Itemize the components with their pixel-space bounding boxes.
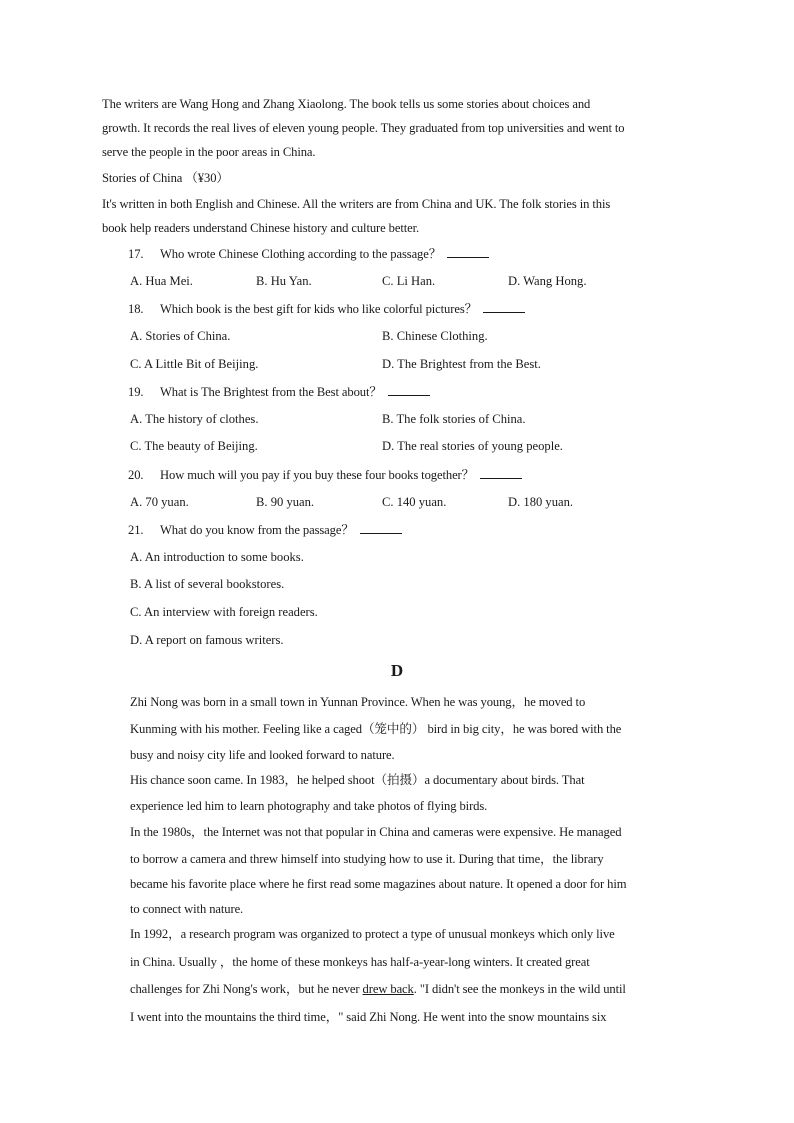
option-a[interactable]: A. Stories of China. [130, 329, 231, 343]
option-c[interactable]: C. Li Han. [382, 274, 436, 288]
question-19 [128, 383, 430, 400]
question-21 [128, 521, 402, 538]
question-text: What is The Brightest from the Best about？ [160, 385, 382, 399]
option-c[interactable]: C. A Little Bit of Beijing. [130, 357, 259, 371]
passage-line: His chance soon came. In 1983，he helped shoot（拍摄）a documentary about birds. That [130, 773, 585, 787]
option-d[interactable]: D. The Brightest from the Best. [382, 357, 541, 371]
question-17 [128, 245, 489, 262]
question-20 [128, 466, 522, 483]
option-d[interactable]: D. A report on famous writers. [130, 633, 284, 647]
question-number: 17. [128, 247, 144, 261]
option-a[interactable]: A. The history of clothes. [130, 412, 259, 426]
option-b[interactable]: B. Hu Yan. [256, 274, 312, 288]
passage-text: . "I didn't see the monkeys in the wild until [413, 982, 626, 996]
passage-line: in China. Usually ，the home of these monkeys has half-a-year-long winters. It created great [130, 955, 590, 969]
question-18 [128, 300, 525, 317]
passage-line: Kunming with his mother. Feeling like a caged（笼中的） bird in big city，he was bored with the [130, 722, 622, 736]
passage-line: busy and noisy city life and looked forward to nature. [130, 748, 395, 762]
intro-line: growth. It records the real lives of eleven young people. They graduated from top universities and went to [102, 121, 625, 135]
passage-text: challenges for Zhi Nong's work，but he never [130, 982, 363, 996]
answer-blank[interactable] [480, 466, 522, 479]
passage-line: to connect with nature. [130, 902, 244, 916]
option-b[interactable]: B. The folk stories of China. [382, 412, 526, 426]
question-number: 21. [128, 523, 144, 537]
book-title-stories-of-china: Stories of China （¥30） [102, 171, 229, 185]
option-c[interactable]: C. An interview with foreign readers. [130, 605, 318, 619]
question-text: Who wrote Chinese Clothing according to the passage？ [160, 247, 442, 261]
answer-blank[interactable] [388, 383, 430, 396]
answer-blank[interactable] [483, 300, 525, 313]
passage-line: Zhi Nong was born in a small town in Yunnan Province. When he was young，he moved to [130, 695, 586, 709]
section-heading: D [390, 661, 404, 680]
option-b[interactable]: B. A list of several bookstores. [130, 577, 285, 591]
question-number: 18. [128, 302, 144, 316]
passage-line: became his favorite place where he first read some magazines about nature. It opened a door for him [130, 877, 627, 891]
answer-blank[interactable] [447, 245, 489, 258]
intro-line: It's written in both English and Chinese. All the writers are from China and UK. The folk stories in this [102, 197, 611, 211]
question-text: Which book is the best gift for kids who like colorful pictures？ [160, 302, 478, 316]
intro-line: book help readers understand Chinese history and culture better. [102, 221, 420, 235]
question-number: 20. [128, 468, 144, 482]
option-b[interactable]: B. Chinese Clothing. [382, 329, 488, 343]
option-d[interactable]: D. 180 yuan. [508, 495, 574, 509]
passage-line: experience led him to learn photography and take photos of flying birds. [130, 799, 488, 813]
option-a[interactable]: A. Hua Mei. [130, 274, 193, 288]
option-a[interactable]: A. An introduction to some books. [130, 550, 304, 564]
option-c[interactable]: C. 140 yuan. [382, 495, 447, 509]
passage-line [130, 981, 626, 997]
answer-blank[interactable] [360, 521, 402, 534]
option-a[interactable]: A. 70 yuan. [130, 495, 189, 509]
option-d[interactable]: D. Wang Hong. [508, 274, 587, 288]
option-d[interactable]: D. The real stories of young people. [382, 439, 563, 453]
intro-line: The writers are Wang Hong and Zhang Xiaolong. The book tells us some stories about choices and [102, 97, 591, 111]
question-number: 19. [128, 385, 144, 399]
option-c[interactable]: C. The beauty of Beijing. [130, 439, 258, 453]
passage-line: to borrow a camera and threw himself into studying how to use it. During that time，the library [130, 852, 604, 866]
passage-line: In 1992，a research program was organized to protect a type of unusual monkeys which only live [130, 927, 615, 941]
underlined-phrase: drew back [362, 982, 414, 996]
passage-line: I went into the mountains the third time，" said Zhi Nong. He went into the snow mountains six [130, 1010, 607, 1024]
intro-line: serve the people in the poor areas in China. [102, 145, 316, 159]
question-text: What do you know from the passage？ [160, 523, 354, 537]
question-text: How much will you pay if you buy these four books together？ [160, 468, 475, 482]
passage-line: In the 1980s，the Internet was not that popular in China and cameras were expensive. He managed [130, 825, 622, 839]
option-b[interactable]: B. 90 yuan. [256, 495, 315, 509]
